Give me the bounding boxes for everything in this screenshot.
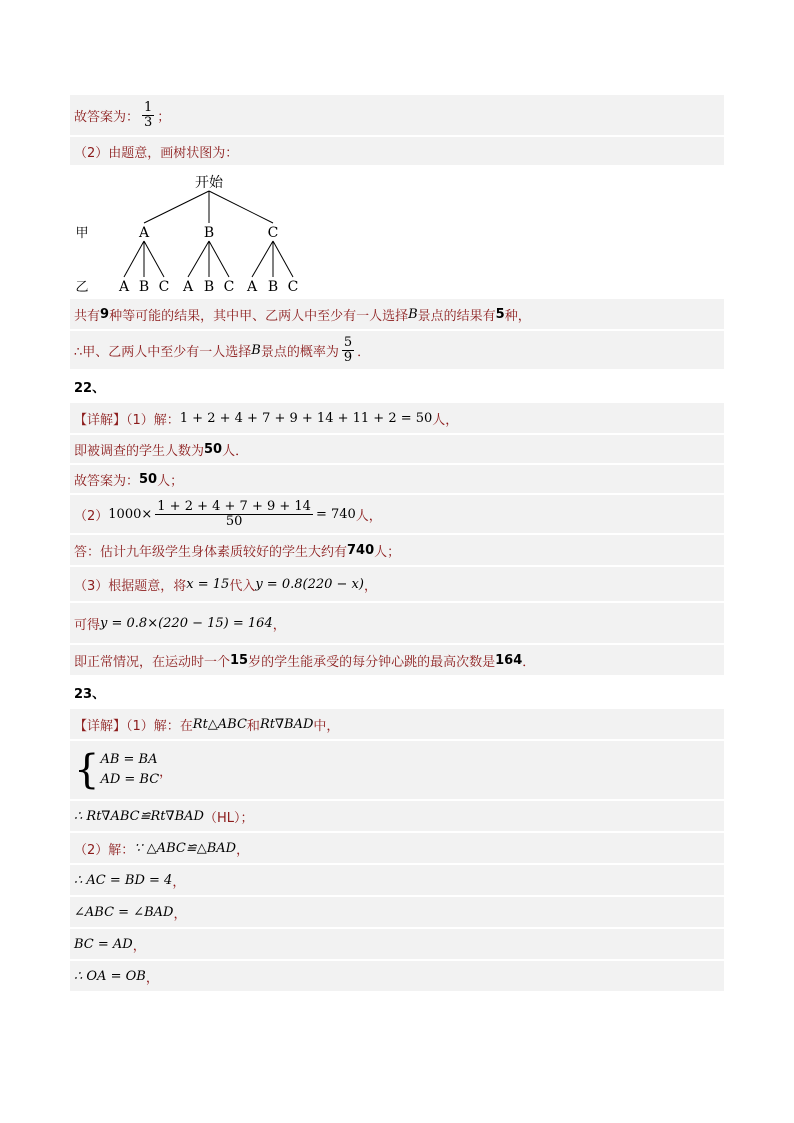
fraction-sum-over-50: $\frac{1 + 2 + 4 + 7 + 9 + 14}{50}$ (157, 498, 311, 529)
q22-detail-1: 【详解】（1）解： 1 + 2 + 4 + 7 + 9 + 14 + 11 + 2 = 50 人， (70, 403, 724, 433)
q23-congruence-1: ∴ Rt∇ABC≌Rt∇BAD （HL）； (70, 801, 724, 831)
q23-detail-1: 【详解】（1）解：在 Rt△ABC 和 Rt∇BAD 中， (70, 709, 724, 739)
tree-diagram (70, 167, 724, 297)
q23-bc-ad: BC = AD ， (70, 929, 724, 959)
tree-node-l1-b: B (203, 225, 215, 241)
q22-answer-2: 答：估计九年级学生身体素质较好的学生大约有 740 人； (70, 535, 724, 565)
tree-row-label-jia: 甲 (75, 226, 89, 241)
q22-detail-4: 可得 y = 0.8×(220 − 15) = 164 ， (70, 603, 724, 643)
q22-detail-3: （3）根据题意，将 x = 15 代入 y = 0.8(220 − x) ， (70, 567, 724, 601)
tree-node-l2: B (138, 279, 150, 295)
question-number-23: 23、 (70, 677, 724, 707)
tree-diagram-svg (70, 167, 300, 297)
tree-node-l2: C (158, 279, 170, 295)
tree-node-l2: B (203, 279, 215, 295)
tree-node-l2: A (118, 279, 130, 295)
tree-node-l1-a: A (138, 225, 150, 241)
q23-oa-ob: ∴ OA = OB ， (70, 961, 724, 991)
answer-line-1: 故答案为： $\frac{1}{3}$ ； (70, 95, 724, 135)
tree-node-l2: A (246, 279, 258, 295)
q23-part2-start: （2）解： ∵ △ABC≌△BAD ， (70, 833, 724, 863)
question-number-22: 22、 (70, 371, 724, 401)
q23-ac-bd: ∴ AC = BD = 4 ， (70, 865, 724, 895)
q22-detail-estimate: （2） 1000× $\frac{1 + 2 + 4 + 7 + 9 + 14}{50}$ = 740 人， (70, 495, 724, 533)
q22-conclusion: 即正常情况，在运动时一个 15 岁的学生能承受的每分钟心跳的最高次数是 164 ． (70, 645, 724, 675)
probability-line: ∴甲、乙两人中至少有一人选择 B 景点的概率为 $\frac{5}{9}$ ． (70, 331, 724, 369)
q22-answer-1: 故答案为： 50 人； (70, 465, 724, 493)
fraction-five-ninths: $\frac{5}{9}$ (343, 334, 353, 365)
q23-angles: ∠ABC = ∠BAD ， (70, 897, 724, 927)
tree-row-label-yi: 乙 (75, 280, 89, 295)
tree-node-l2: A (182, 279, 194, 295)
q22-detail-2: 即被调查的学生人数为 50 人． (70, 435, 724, 463)
equation-brace: { AB = BA AD = BC (74, 747, 160, 793)
solution-content (70, 95, 724, 993)
part2-heading: （2）由题意，画树状图为： (70, 137, 724, 165)
tree-node-l1-c: C (267, 225, 279, 241)
outcome-count-line: 共有 9 种等可能的结果，其中甲、乙两人中至少有一人选择 B 景点的结果有 5 种， (70, 299, 724, 329)
tree-root: 开始 (195, 175, 223, 191)
tree-node-l2: B (267, 279, 279, 295)
q23-equation-system: { AB = BA AD = BC ， (70, 741, 724, 799)
tree-node-l2: C (287, 279, 299, 295)
tree-node-l2: C (223, 279, 235, 295)
fraction-one-third: $\frac{1}{3}$ (144, 99, 153, 130)
